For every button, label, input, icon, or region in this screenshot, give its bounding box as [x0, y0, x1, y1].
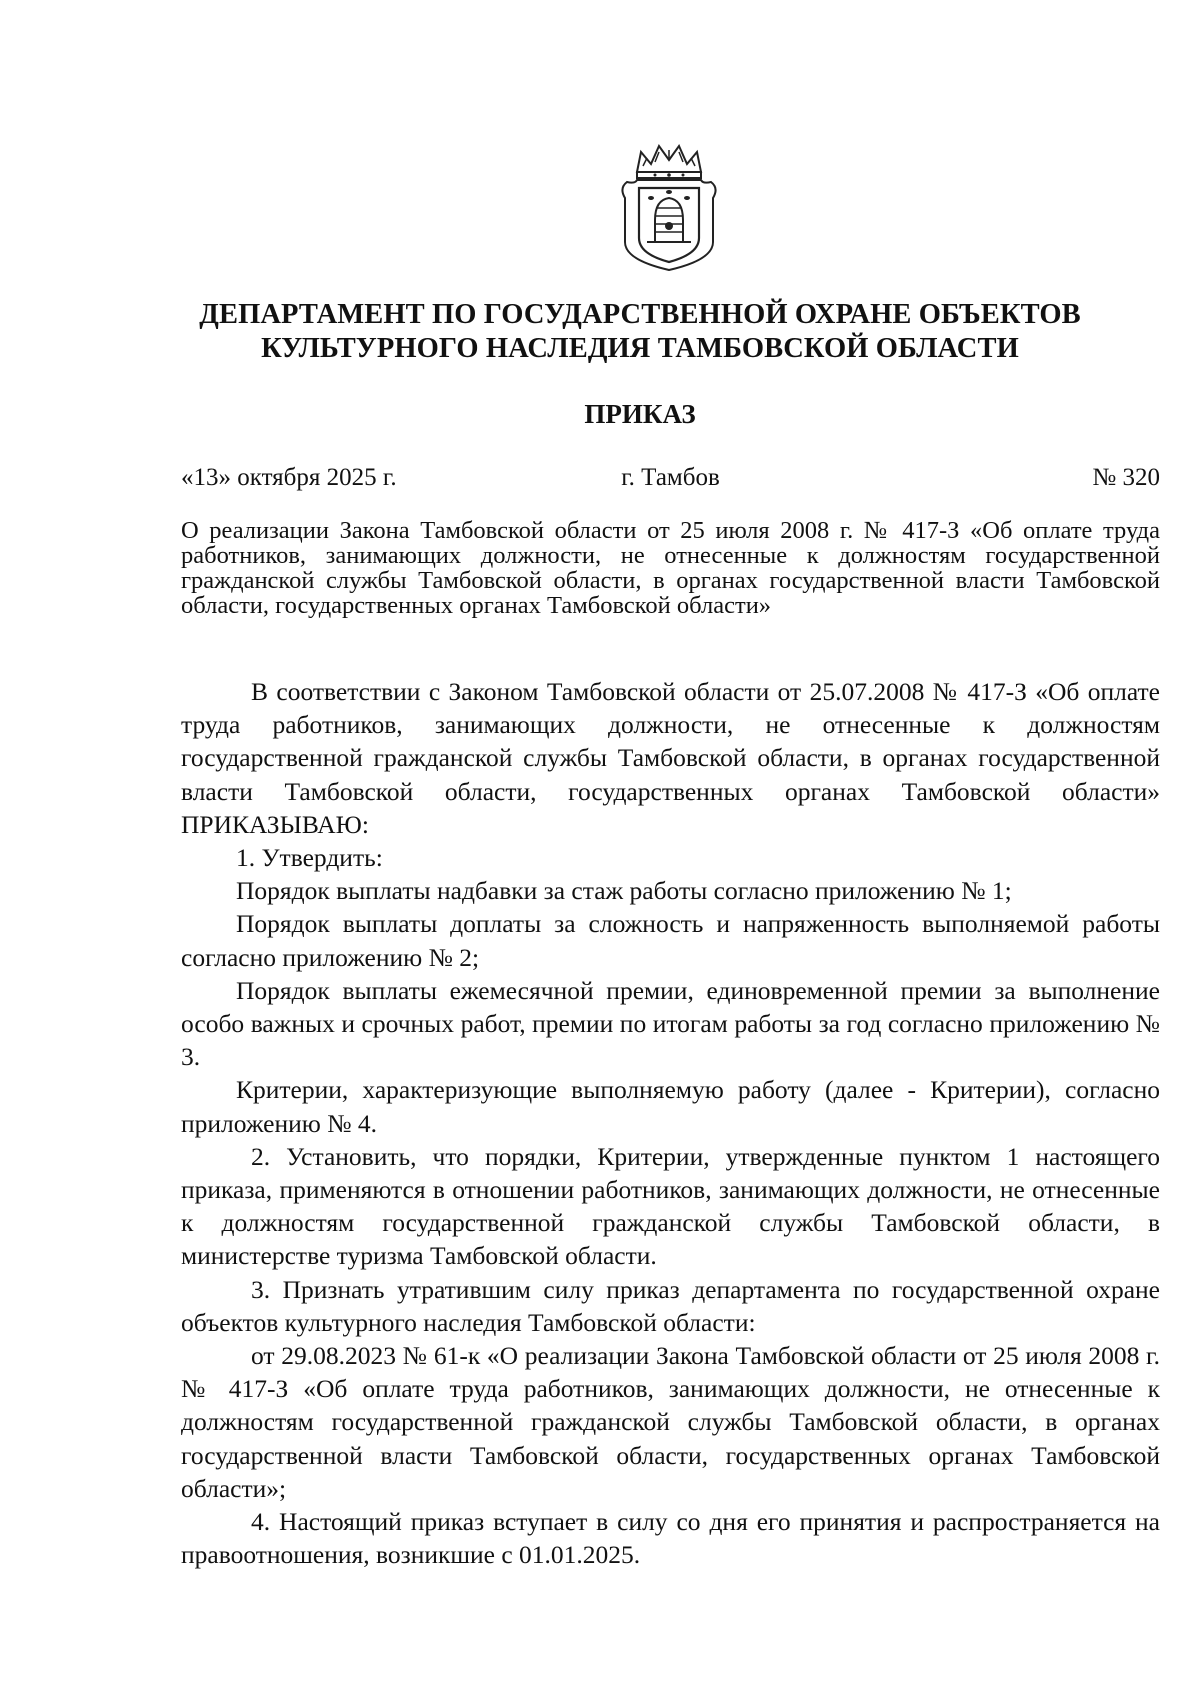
- preamble-paragraph: В соответствии с Законом Тамбовской области от 25.07.2008 № 417-З «Об оплате труда работников, занимающих должности, не отнесенные к должностям государственной гражданской службы Тамбовской области, в органах государственной власти Тамбовской области, государственных органах Тамбовской области» ПРИКАЗЫВАЮ:: [181, 677, 1160, 839]
- item-3-paragraph: 3. Признать утратившим силу приказ департамента по государственной охране объектов культурного наследия Тамбовской области:: [181, 1274, 1160, 1337]
- item-1-paragraph: 1. Утвердить:: [236, 843, 383, 873]
- organization-name-line-2: КУЛЬТУРНОГО НАСЛЕДИЯ ТАМБОВСКОЙ ОБЛАСТИ: [261, 333, 1019, 364]
- document-city: г. Тамбов: [621, 464, 720, 491]
- document-body: [181, 675, 1160, 1571]
- organization-name: [160, 298, 1120, 366]
- tambov-coat-of-arms-icon: [617, 142, 721, 272]
- item-2-paragraph: 2. Установить, что порядки, Критерии, утвержденные пунктом 1 настоящего приказа, применяются в отношении работников, занимающих должности, не отнесенные к должностям государственной гражданской службы Тамбовской области, в министерстве туризма Тамбовской области.: [181, 1141, 1160, 1271]
- item-1-b-paragraph: Порядок выплаты доплаты за сложность и напряженность выполняемой работы согласно приложению № 2;: [181, 909, 1160, 972]
- item-1-d-paragraph: Критерии, характеризующие выполняемую работу (далее - Критерии), согласно приложению № 4.: [181, 1075, 1160, 1138]
- item-1-a-paragraph: Порядок выплаты надбавки за стаж работы согласно приложению № 1;: [236, 876, 1012, 906]
- document-type: ПРИКАЗ: [584, 399, 696, 429]
- organization-name-line-1: ДЕПАРТАМЕНТ ПО ГОСУДАРСТВЕННОЙ ОХРАНЕ ОБЪЕКТОВ: [199, 299, 1081, 330]
- document-meta-row: [181, 460, 1160, 496]
- document-subject: О реализации Закона Тамбовской области от 25 июля 2008 г. № 417-З «Об оплате труда работников, занимающих должности, не отнесенные к должностям государственной гражданской службы Тамбовской области, в органах государственной власти Тамбовской области, государственных органах Тамбовской области»: [181, 517, 1160, 619]
- document-number: № 320: [1092, 464, 1160, 491]
- item-1-c-paragraph: Порядок выплаты ежемесячной премии, единовременной премии за выполнение особо важных и срочных работ, премии по итогам работы за год согласно приложению № 3.: [181, 975, 1160, 1072]
- document-date: «13» октября 2025 г.: [181, 464, 397, 491]
- item-3-a-paragraph: от 29.08.2023 № 61-к «О реализации Закона Тамбовской области от 25 июля 2008 г. № 417-З «Об оплате труда работников, занимающих должности, не отнесенные к должностям государственной гражданской службы Тамбовской области, в органах государственной власти Тамбовской области, государственных органах Тамбовской области»;: [181, 1341, 1160, 1503]
- item-4-paragraph: 4. Настоящий приказ вступает в силу со дня его принятия и распространяется на правоотношения, возникшие с 01.01.2025.: [181, 1507, 1160, 1570]
